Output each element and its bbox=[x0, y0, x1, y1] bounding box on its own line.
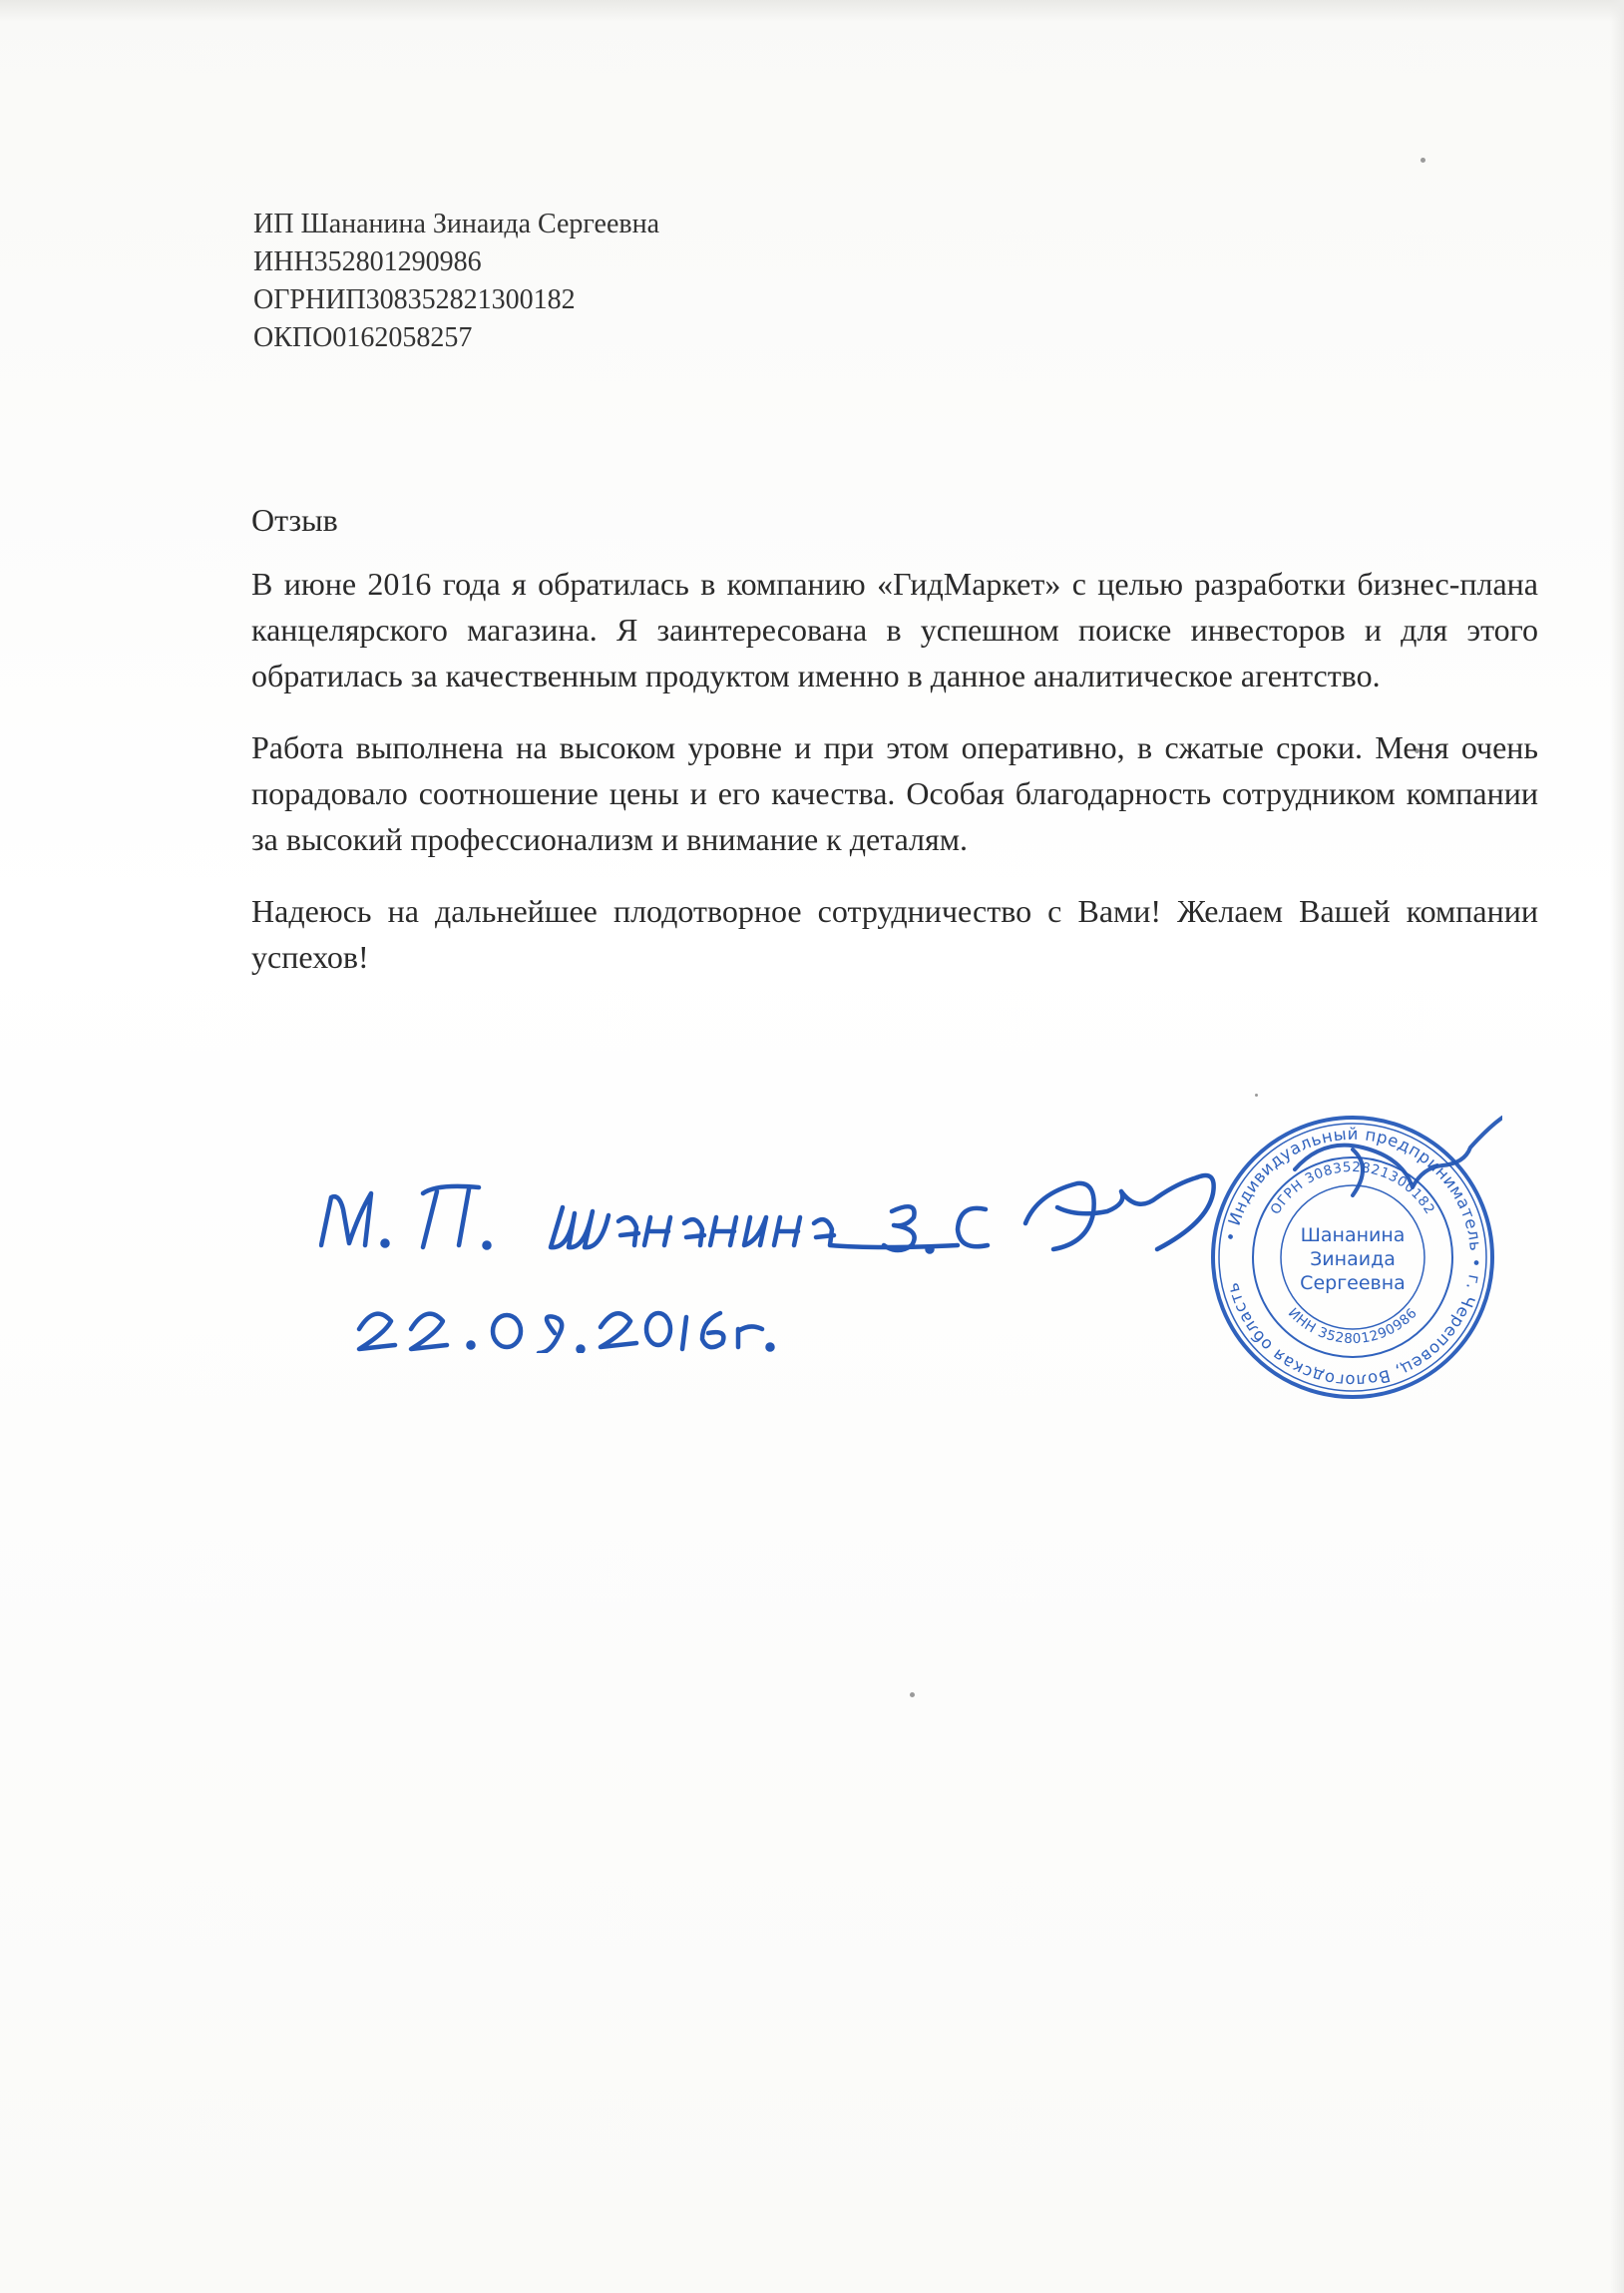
sender-okpo: ОКПО0162058257 bbox=[253, 322, 473, 353]
sender-details bbox=[253, 206, 659, 357]
seal-center-line: Шананина bbox=[1300, 1224, 1406, 1246]
scan-speck bbox=[1255, 1094, 1258, 1097]
scan-speck bbox=[910, 1692, 915, 1697]
letter-body bbox=[251, 497, 1538, 1006]
sender-inn: ИНН352801290986 bbox=[253, 246, 482, 277]
letter-title: Отзыв bbox=[251, 502, 338, 538]
scan-speck bbox=[1421, 158, 1425, 163]
letter-paragraph: Работа выполнена на высоком уровне и при этом оперативно, в сжатые сроки. Меня очень порадовало соотношение цены и его качества. Особая благодарность сотрудником компании за высокий профессионализм и внимание к деталям. bbox=[251, 729, 1538, 857]
sender-ogrnip: ОГРНИП308352821300182 bbox=[253, 284, 576, 315]
seal-outer-text: • Индивидуальный предприниматель • г. Череповец, Вологодская область bbox=[1221, 1124, 1486, 1391]
seal-ogrn: ОГРН 308352821300182 bbox=[1267, 1158, 1438, 1218]
scan-shadow-top bbox=[0, 0, 1624, 22]
scan-shadow-right bbox=[1610, 0, 1624, 2293]
seal-center-line: Сергеевна bbox=[1300, 1272, 1406, 1294]
sender-name: ИП Шананина Зинаида Сергеевна bbox=[253, 209, 660, 239]
letter-paragraph: В июне 2016 года я обратилась в компанию «ГидМаркет» с целью разработки бизнес-плана канцелярского магазина. Я заинтересована в успешном поиске инвесторов и для этого обратилась за качественным продуктом именно в данное аналитическое агентство. bbox=[251, 566, 1538, 693]
seal-center-line: Зинаида bbox=[1310, 1248, 1396, 1270]
seal-inn: ИНН 352801290986 bbox=[1284, 1304, 1421, 1348]
letter-paragraph: Надеюсь на дальнейшее плодотворное сотрудничество с Вами! Желаем Вашей компании успехов! bbox=[251, 893, 1538, 975]
company-seal bbox=[1203, 1108, 1502, 1407]
